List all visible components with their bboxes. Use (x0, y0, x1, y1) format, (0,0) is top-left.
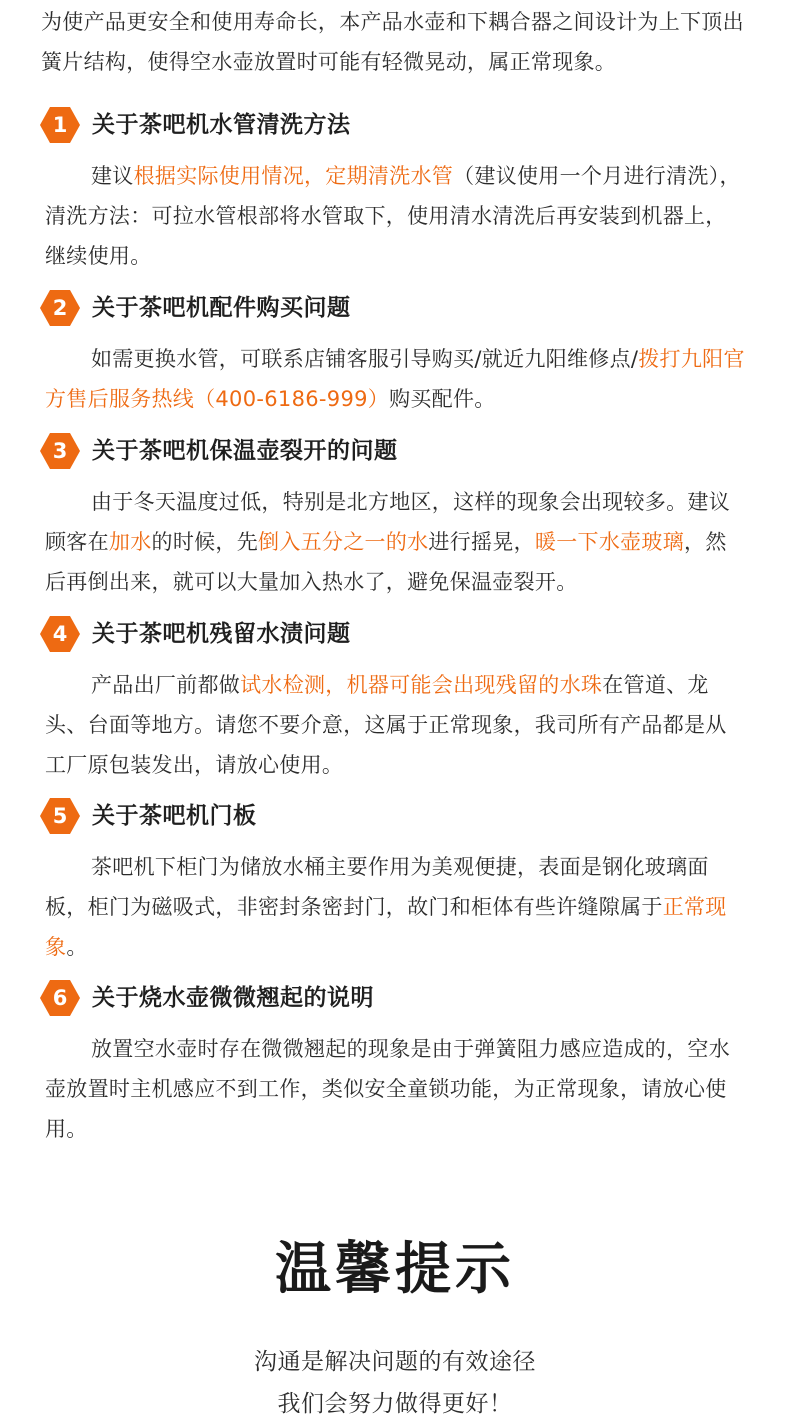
section-title: 关于茶吧机残留水渍问题 (92, 621, 351, 647)
section-body (45, 847, 745, 967)
body-text: 的时候，先 (151, 530, 259, 554)
section-number: 3 (52, 439, 68, 463)
hexagon-icon (40, 980, 80, 1016)
body-text: 进行摇晃， (428, 530, 535, 554)
body-text: 。 (66, 935, 88, 959)
hexagon-icon (40, 433, 80, 469)
body-text: ，然后再倒出来，就可以大量加入热水了，避免保温壶裂开。 (45, 530, 727, 594)
tips-line-2: 我们会努力做得更好！ (277, 1391, 513, 1417)
body-text: 由于冬天温度过低，特别是北方地区，这样的现象会出现较多。建议顾客在 (45, 490, 730, 554)
faq-section-5 (0, 797, 790, 967)
highlight-text: 正常现象 (45, 895, 727, 959)
section-body (45, 156, 745, 276)
faq-section-6 (0, 979, 790, 1149)
section-title: 关于烧水壶微微翘起的说明 (92, 985, 374, 1011)
section-title: 关于茶吧机水管清洗方法 (92, 112, 351, 138)
hexagon-icon (40, 107, 80, 143)
hotline-highlight: 拨打九阳官方售后服务热线（400-6186-999） (45, 347, 745, 411)
highlight-text: 加水 (108, 530, 152, 554)
section-body (45, 665, 745, 785)
section-header (0, 615, 790, 655)
section-body (45, 1029, 745, 1149)
section-body (45, 482, 745, 602)
highlight-text: 暖一下水壶玻璃 (534, 530, 685, 554)
intro-paragraph: 为使产品更安全和使用寿命长，本产品水壶和下耦合器之间设计为上下顶出簧片结构，使得空水壶放置时可能有轻微晃动，属正常现象。 (41, 10, 744, 74)
section-number: 5 (52, 804, 68, 828)
section-title: 关于茶吧机保温壶裂开的问题 (92, 438, 398, 464)
highlight-text: 根据实际使用情况，定期清洗水管 (133, 164, 454, 188)
hexagon-icon (40, 616, 80, 652)
highlight-text: 试水检测，机器可能会出现残留的水珠 (240, 673, 603, 697)
highlight-text: 倒入五分之一的水 (258, 530, 429, 554)
section-number: 6 (52, 986, 68, 1010)
section-title: 关于茶吧机配件购买问题 (92, 295, 351, 321)
tips-title: 温馨提示 (275, 1237, 515, 1302)
faq-section-2 (0, 289, 790, 419)
section-header (0, 289, 790, 329)
section-header (0, 797, 790, 837)
section-title: 关于茶吧机门板 (92, 803, 257, 829)
faq-section-4 (0, 615, 790, 785)
section-number: 2 (52, 296, 68, 320)
body-text: 茶吧机下柜门为储放水桶主要作用为美观便捷，表面是钢化玻璃面板，柜门为磁吸式，非密封条密封门，故门和柜体有些许缝隙属于 (45, 855, 709, 919)
hexagon-icon (40, 798, 80, 834)
body-text: 购买配件。 (389, 387, 496, 411)
section-header (0, 106, 790, 146)
body-text: 产品出厂前都做 (91, 673, 241, 697)
section-header (0, 432, 790, 472)
faq-section-1 (0, 106, 790, 276)
body-text: 如需更换水管，可联系店铺客服引导购买/就近九阳维修点/ (91, 347, 639, 371)
tips-line-1: 沟通是解决问题的有效途径 (254, 1349, 536, 1375)
faq-section-3 (0, 432, 790, 602)
body-text: 建议 (91, 164, 134, 188)
body-text: 在管道、龙头、台面等地方。请您不要介意，这属于正常现象，我司所有产品都是从工厂原包装发出，请放心使用。 (45, 673, 727, 777)
hexagon-icon (40, 290, 80, 326)
section-number: 4 (52, 622, 68, 646)
section-number: 1 (52, 113, 68, 137)
body-text: 放置空水壶时存在微微翘起的现象是由于弹簧阻力感应造成的，空水壶放置时主机感应不到工作，类似安全童锁功能，为正常现象，请放心使用。 (45, 1037, 730, 1141)
section-header (0, 979, 790, 1019)
section-body (45, 339, 745, 419)
body-text: （建议使用一个月进行清洗），清洗方法：可拉水管根部将水管取下，使用清水清洗后再安装到机器上，继续使用。 (45, 164, 741, 268)
